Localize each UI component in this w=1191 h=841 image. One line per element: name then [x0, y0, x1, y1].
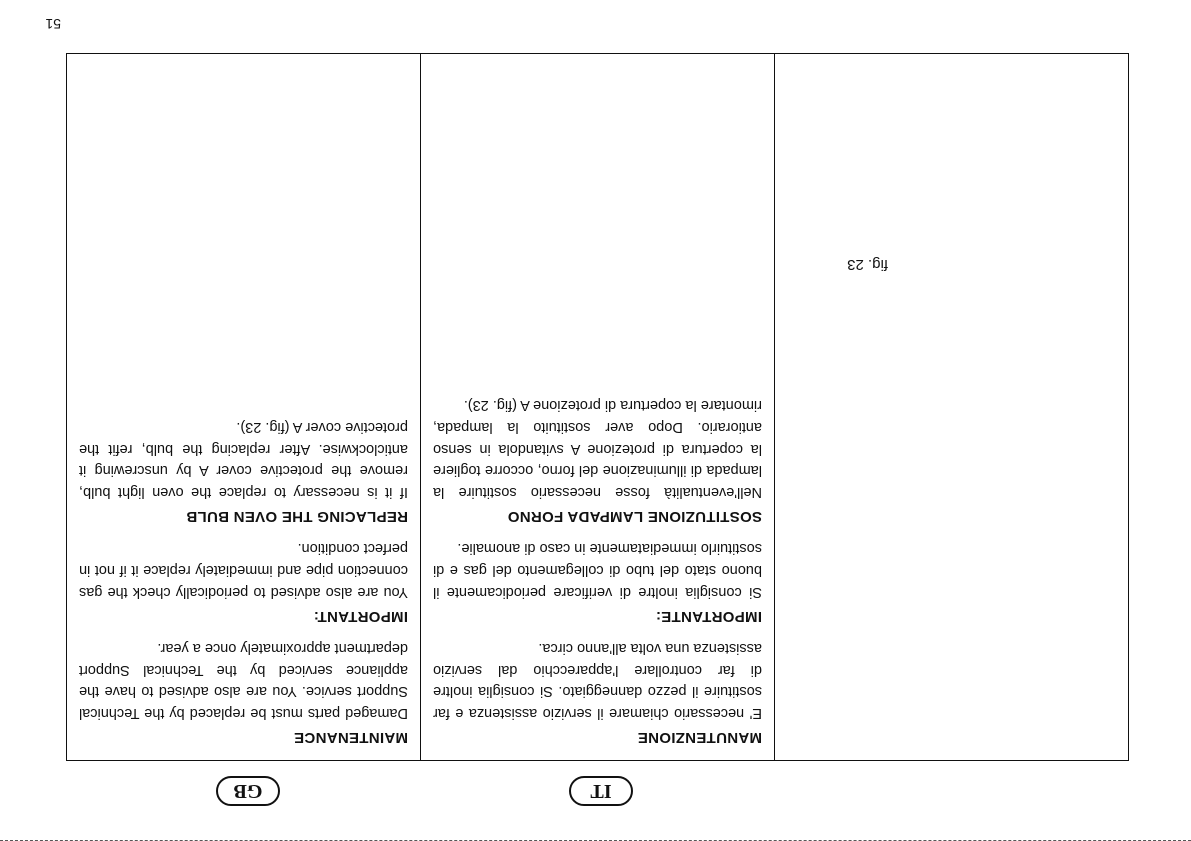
english-maintenance-heading: MAINTENANCE — [293, 729, 408, 746]
english-bulb-heading: REPLACING THE OVEN BULB — [186, 507, 408, 525]
english-important-text: You are also advised to periodically check the gas connection pipe and immediately replace it if not in perfect condition. — [79, 540, 408, 600]
italian-maintenance-text: E' necessario chiamare il servizio assistenza e far sostituire il pezzo danneggiato. Si consiglia inoltre di far controllare l'apparecchio dal servizio assistenza una volta all'anno circa. — [433, 640, 762, 721]
italian-language-badge: IT — [569, 776, 633, 806]
english-maintenance-text: Damaged parts must be replaced by the Technical Support service. You are also advised to have the appliance serviced by the Technical Support department approximately once a year. — [79, 640, 408, 721]
italian-important-heading: IMPORTANTE: — [655, 607, 762, 625]
english-language-badge: GB — [216, 776, 280, 806]
figure-column — [774, 54, 1128, 760]
english-bulb-text: If it is necessary to replace the oven light bulb, remove the protective cover A by unscrewing it anticlockwise. After replacing the bulb, refit the protective cover A (fig. 23). — [79, 419, 408, 500]
italian-maintenance-heading: MANUTENZIONE — [637, 729, 762, 746]
page-number: 51 — [45, 16, 61, 32]
english-important-heading: IMPORTANT: — [313, 607, 408, 625]
italian-column — [420, 54, 774, 760]
italian-important-text: Si consiglia inoltre di verificare periodicamente il buono stato del tubo di collegamento del gas e di sostituirlo immediatamente in caso di anomalie. — [433, 540, 762, 600]
figure-caption: fig. 23 — [847, 256, 888, 273]
english-column — [67, 54, 420, 760]
italian-lamp-heading: SOSTITUZIONE LAMPADA FORNO — [507, 507, 762, 525]
italian-lamp-text: Nell'eventualità fosse necessario sostituire la lampada di illuminazione del forno, occorre togliere la copertura di protezione A svitandola in senso antiorario. Dopo aver sostituito la lampada, rimontare la copertura di protezione A (fig. 23). — [433, 397, 762, 500]
content-frame — [66, 53, 1129, 761]
